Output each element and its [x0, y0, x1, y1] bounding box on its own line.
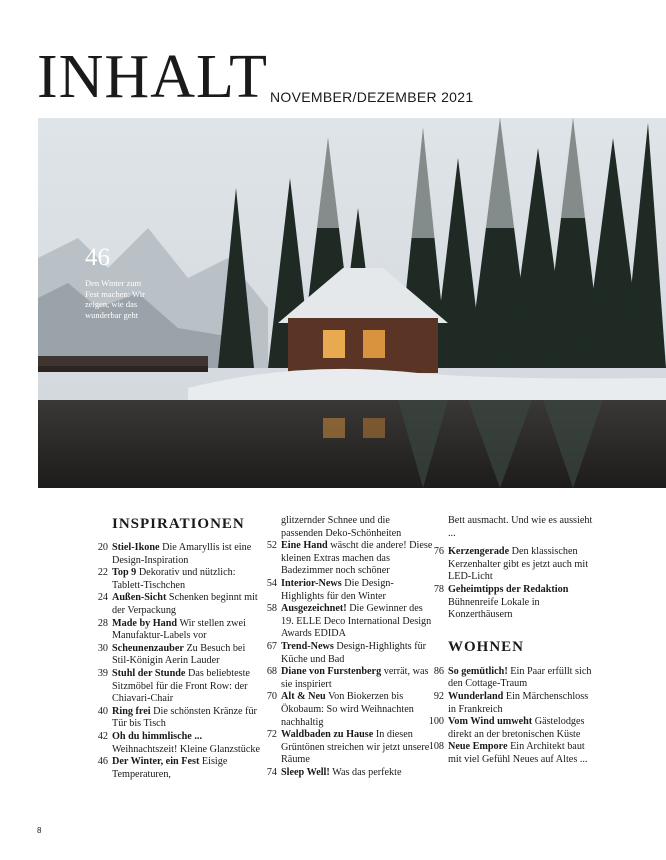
toc-entry[interactable]: 67 Trend-News Design-Highlights für Küche und Bad: [266, 640, 427, 665]
toc-entry[interactable]: 28 Made by Hand Wir stellen zwei Manufaktur-Labels vor: [97, 617, 246, 642]
toc-entry[interactable]: 40 Ring frei Die schönsten Kränze für Tür bis Tisch: [97, 705, 257, 730]
toc-entry[interactable]: 30 Scheunenzauber Zu Besuch bei Stil-Königin Aerin Lauder: [97, 642, 246, 667]
toc-entry[interactable]: 58 Ausgezeichnet! Die Gewinner des 19. ELLE Deco International Design Awards EDIDA: [266, 603, 432, 640]
page-number: 8: [37, 826, 42, 835]
toc-entry[interactable]: 22 Top 9 Dekorativ und nützlich: Tablett-Tischchen: [97, 567, 236, 591]
toc-entry[interactable]: 74 Sleep Well! Was das perfekte: [266, 766, 402, 778]
toc-entry[interactable]: 92 Wunderland Ein Märchenschloss in Frankreich: [433, 690, 589, 715]
feature-photo[interactable]: [38, 118, 666, 488]
feature-page-number: 46: [85, 244, 110, 271]
toc-entry[interactable]: 39 Stuhl der Stunde Das beliebteste Sitzmöbel für die Front Row: der Chiavari-Chair: [97, 667, 250, 705]
section-heading-inspirationen: INSPIRATIONEN: [112, 516, 245, 532]
toc-entry[interactable]: 70 Alt & Neu Von Biokerzen bis Ökobaum: So wird Weihnachten nachhaltig: [266, 691, 414, 728]
toc-entry[interactable]: 108 Neue Empore Ein Architekt baut mit viel Gefühl Neues auf Altes ...: [428, 741, 588, 765]
toc-column-1: [84, 515, 260, 781]
toc-entry[interactable]: 46 Der Winter, ein Fest Eisige Temperaturen,: [97, 756, 228, 780]
section-heading-wohnen: WOHNEN: [448, 638, 525, 655]
toc-entry[interactable]: 54 Interior-News Die Design-Highlights für den Winter: [266, 577, 394, 602]
page-title: INHALT: [37, 43, 269, 111]
issue-date: NOVEMBER/DEZEMBER 2021: [270, 89, 474, 105]
toc-entry[interactable]: 20 Stiel-Ikone Die Amaryllis ist eine Design-Inspiration: [97, 542, 252, 566]
toc-entry[interactable]: 52 Eine Hand wäscht die andere! Diese kleinen Extras machen das Badezimmer noch schöner: [266, 540, 433, 577]
toc-entry[interactable]: 100 Vom Wind umweht Gästelodges direkt an der bretonischen Küste: [428, 716, 585, 740]
toc-continuation: Bett ausmacht. Und wie es aussieht ...: [448, 515, 593, 539]
toc-entry[interactable]: 78 Geheimtipps der Redaktion Bühnenreife Lokale in Konzerthäusern: [433, 583, 569, 621]
toc-entry[interactable]: 72 Waldbaden zu Hause In diesen Grüntönen streichen wir jetzt unsere Räume: [266, 729, 430, 766]
toc-entry[interactable]: 68 Diane von Furstenberg verrät, was sie inspiriert: [266, 666, 429, 690]
toc-entry[interactable]: 24 Außen-Sicht Schenken beginnt mit der Verpackung: [97, 592, 258, 616]
feature-caption: Den Winter zum Fest machen: Wir zeigen, wie das wunderbar geht: [85, 278, 145, 320]
toc-column-2: [253, 515, 433, 779]
toc-entry[interactable]: 76 Kerzengerade Den klassischen Kerzenhalter gibt es jetzt auch mit LED-Licht: [433, 546, 589, 583]
toc-entry[interactable]: 42 Oh du himmlische ... Weihnachtszeit! Kleine Glanzstücke: [97, 730, 260, 755]
toc-list: [84, 542, 260, 781]
toc-continuation: glitzernder Schnee und die passenden Deko-Schönheiten: [281, 515, 402, 539]
toc-column-3: [420, 515, 596, 767]
toc-entry[interactable]: 86 So gemütlich! Ein Paar erfüllt sich den Cottage-Traum: [433, 665, 592, 690]
